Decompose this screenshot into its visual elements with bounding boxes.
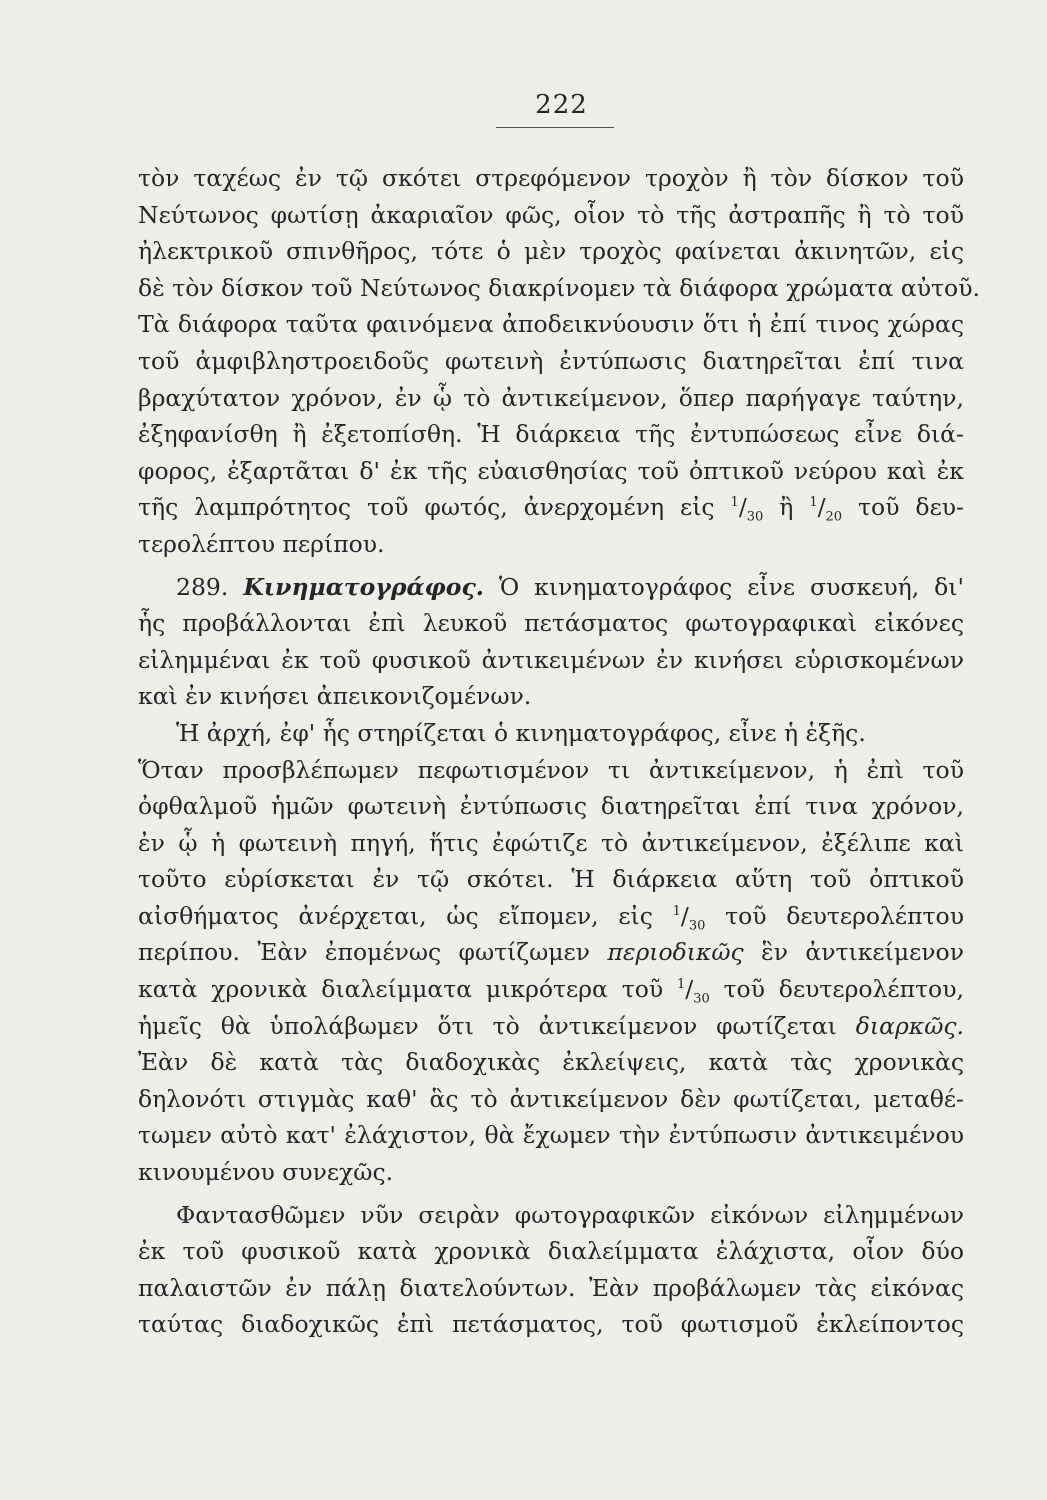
text-segment: κατὰ χρονικὰ διαλείμματα μικρότερα τοῦ — [138, 975, 664, 1004]
text-line-fraction — [138, 898, 964, 935]
text-segment: τοῦ δευτερολέπτου, — [723, 975, 964, 1004]
text-line: καὶ ἐν κινήσει ἀπεικονιζομένων. — [138, 682, 532, 711]
fraction-one-thirtieth: $^1/_{30}$ — [676, 975, 710, 1007]
text-line: βραχύτατον χρόνον, ἐν ᾧ τὸ ἀντικείμενον, ὅπερ παρήγαγε ταύτην, — [138, 383, 964, 412]
text-line: παλαιστῶν ἐν πάλῃ διατελούντων. Ἐὰν προβάλωμεν τὰς εἰκόνας — [138, 1273, 964, 1302]
text-line: Ἡ ἀρχή, ἐφ' ἧς στηρίζεται ὁ κινηματογράφος, εἶνε ἡ ἑξῆς. — [176, 718, 866, 747]
text-line: εἰλημμέναι ἐκ τοῦ φυσικοῦ ἀντικειμένων ἐν κινήσει εὑρισκομένων — [138, 645, 964, 674]
section-title: Κινηματογράφος. — [243, 572, 484, 601]
text-segment: Ὁ κινηματογράφος εἶνε συσκευή, δι' — [498, 572, 964, 601]
text-line: τωμεν αὐτὸ κατ' ἐλάχιστον, θὰ ἔχωμεν τὴν ἐντύπωσιν ἀντικειμένου — [138, 1121, 964, 1150]
text-line-fractions — [138, 489, 964, 526]
section-heading-line — [138, 569, 964, 606]
text-segment: τοῦ δευτερολέπτου — [725, 901, 964, 930]
text-line: κινουμένου συνεχῶς. — [138, 1158, 394, 1187]
fraction-one-thirtieth: $^1/_{30}$ — [730, 493, 764, 526]
fraction-numerator: 1 — [676, 977, 686, 993]
text-line: δὲ τὸν δίσκον τοῦ Νεύτωνος διακρίνομεν τὰ διάφορα χρώματα αὐτοῦ. — [138, 273, 980, 302]
text-line: Ὅταν προσβλέπωμεν πεφωτισμένον τι ἀντικείμενον, ἡ ἐπὶ τοῦ — [138, 755, 964, 784]
text-segment: περίπου. Ἐὰν ἐπομένως φωτίζωμεν — [138, 938, 591, 967]
text-line: τὸν ταχέως ἐν τῷ σκότει στρεφόμενον τροχὸν ἢ τὸν δίσκον τοῦ — [138, 164, 964, 192]
fraction-denominator: 30 — [693, 991, 710, 1007]
fraction-denominator: 30 — [688, 918, 706, 934]
text-segment: ἢ — [779, 493, 794, 522]
text-line: τερολέπτου περίπου. — [138, 529, 385, 558]
body-text — [138, 160, 980, 1343]
text-segment: ἡμεῖς θὰ ὑπολάβωμεν ὅτι τὸ ἀντικείμενον φωτίζεται — [138, 1011, 837, 1040]
text-line: ἐν ᾧ ἡ φωτεινὴ πηγή, ἥτις ἐφώτιζε τὸ ἀντικείμενον, ἐξέλιπε καὶ — [138, 828, 964, 857]
section-number: 289. — [176, 572, 229, 601]
text-line: ἠλεκτρικοῦ σπινθῆρος, τότε ὁ μὲν τροχὸς φαίνεται ἀκινητῶν, εἰς — [138, 237, 964, 266]
emphasized-word: περιοδικῶς — [607, 938, 744, 967]
fraction-one-thirtieth: $^1/_{30}$ — [672, 901, 706, 934]
fraction-numerator: 1 — [730, 495, 739, 511]
header-rule — [496, 127, 614, 128]
text-line: ἧς προβάλλονται ἐπὶ λευκοῦ πετάσματος φωτογραφικαὶ εἰκόνες — [138, 609, 964, 638]
text-line: Τὰ διάφορα ταῦτα φαινόμενα ἀποδεικνύουσιν ὅτι ἡ ἐπί τινος χώρας — [138, 310, 964, 339]
text-line: δηλονότι στιγμὰς καθ' ἃς τὸ ἀντικείμενον δὲν φωτίζεται, μεταθέ- — [138, 1084, 964, 1113]
fraction-one-twentieth: $^1/_{20}$ — [809, 493, 843, 526]
text-line-emphasis — [138, 1008, 964, 1045]
text-line: ὀφθαλμοῦ ἡμῶν φωτεινὴ ἐντύπωσις διατηρεῖται ἐπί τινα χρόνον, — [138, 792, 964, 821]
text-line-fraction — [138, 971, 964, 1008]
text-line: τοῦτο εὑρίσκεται ἐν τῷ σκότει. Ἡ διάρκεια αὕτη τοῦ ὀπτικοῦ — [138, 865, 964, 894]
text-line: ταύτας διαδοχικῶς ἐπὶ πετάσματος, τοῦ φωτισμοῦ ἐκλείποντος — [138, 1310, 964, 1339]
text-segment: τοῦ δευ- — [858, 493, 964, 522]
text-line-emphasis — [138, 934, 964, 971]
text-line: ἐκ τοῦ φυσικοῦ κατὰ χρονικὰ διαλείμματα ἐλάχιστα, οἷον δύο — [138, 1237, 964, 1266]
fraction-numerator: 1 — [809, 495, 818, 511]
text-segment: τῆς λαμπρότητος τοῦ φωτός, ἀνερχομένη εἰς — [138, 493, 715, 522]
text-line: Ἐὰν δὲ κατὰ τὰς διαδοχικὰς ἐκλείψεις, κατὰ τὰς χρονικὰς — [138, 1048, 964, 1077]
text-line: Νεύτωνος φωτίσῃ ἀκαριαῖον φῶς, οἷον τὸ τῆς ἀστραπῆς ἢ τὸ τοῦ — [138, 200, 964, 229]
text-segment: ἓν ἀντικείμενον — [761, 938, 964, 967]
text-line: φορος, ἐξαρτᾶται δ' ἐκ τῆς εὐαισθησίας τοῦ ὀπτικοῦ νεύρου καὶ ἐκ — [138, 456, 964, 485]
fraction-numerator: 1 — [672, 904, 681, 920]
text-line: ἐξηφανίσθη ἢ ἐξετοπίσθη. Ἡ διάρκεια τῆς ἐντυπώσεως εἶνε διά- — [138, 420, 964, 449]
fraction-denominator: 20 — [825, 510, 843, 526]
page-number: 222 — [535, 90, 588, 120]
text-line: Φαντασθῶμεν νῦν σειρὰν φωτογραφικῶν εἰκόνων εἰλημμένων — [176, 1200, 964, 1229]
emphasized-word: διαρκῶς. — [855, 1011, 964, 1040]
fraction-denominator: 30 — [746, 510, 764, 526]
text-line: τοῦ ἀμφιβληστροειδοῦς φωτεινὴ ἐντύπωσις διατηρεῖται ἐπί τινα — [138, 346, 964, 375]
text-segment: αἰσθήματος ἀνέρχεται, ὡς εἴπομεν, εἰς — [138, 901, 653, 930]
